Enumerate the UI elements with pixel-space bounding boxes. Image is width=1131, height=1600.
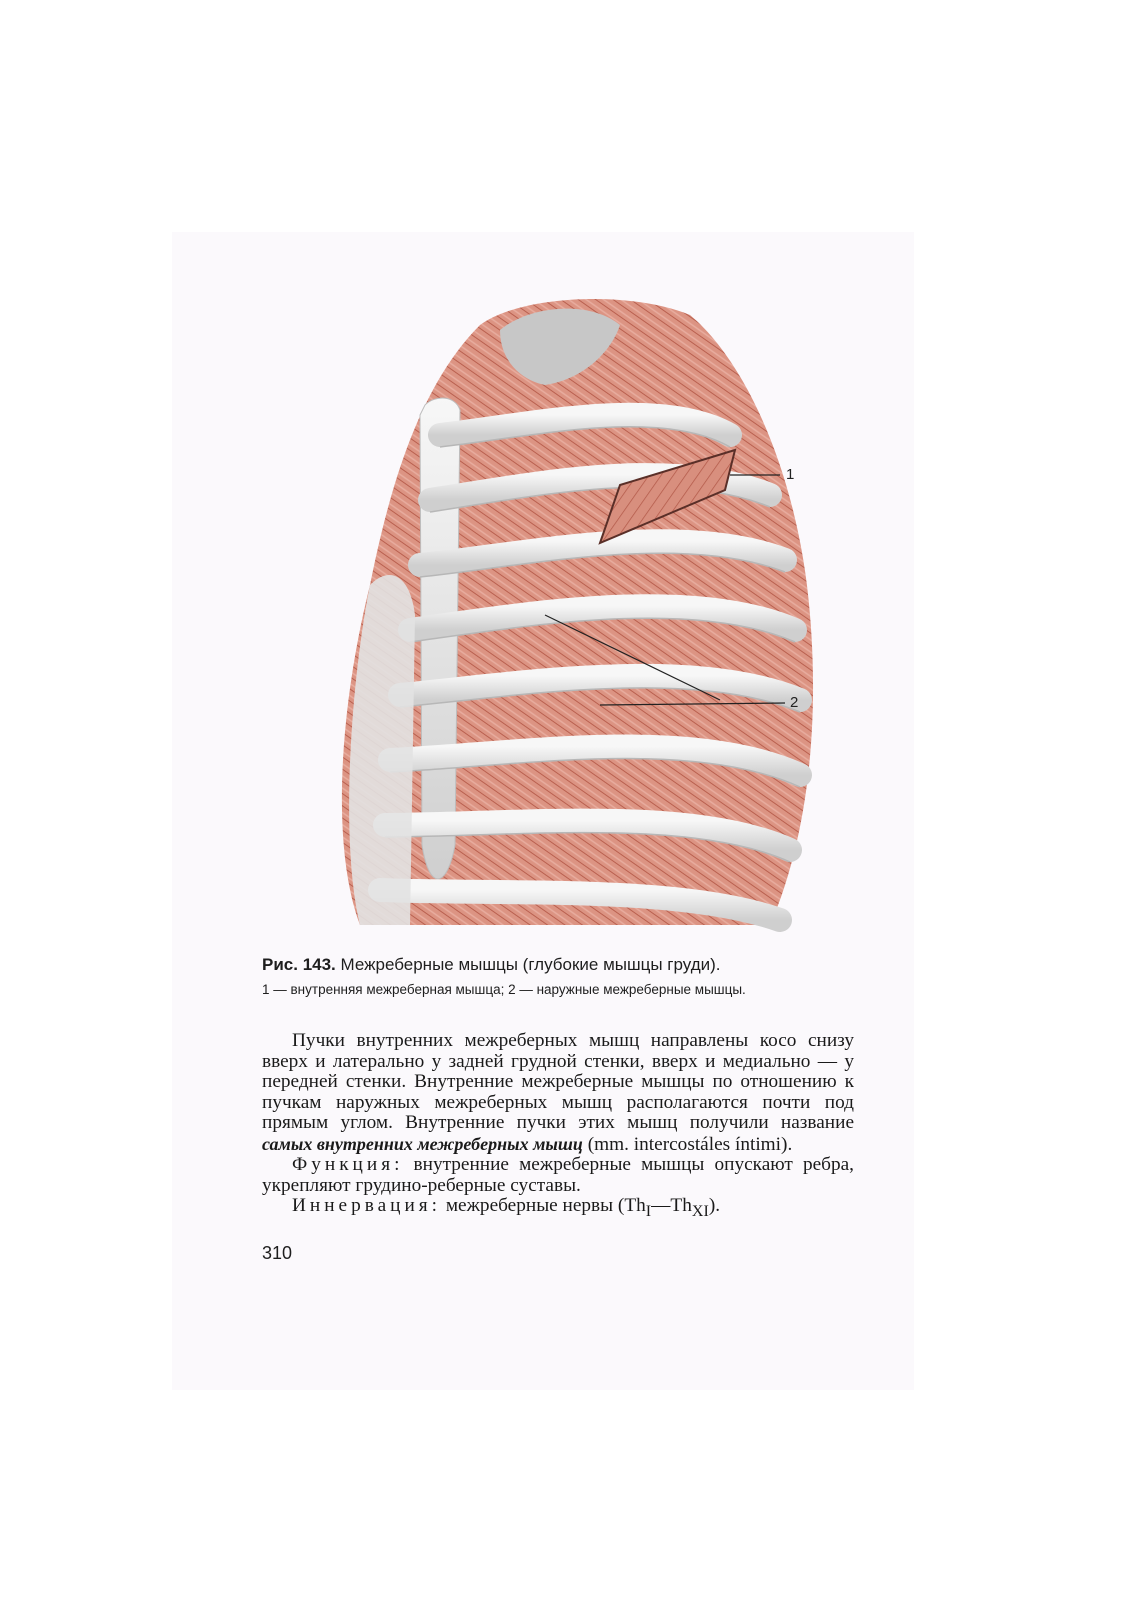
body-text	[262, 1031, 854, 1222]
innervation-label: Иннервация:	[292, 1195, 442, 1216]
figure-caption	[262, 954, 902, 1000]
costal-cartilage	[349, 575, 415, 925]
caption-title-line	[262, 954, 902, 976]
caption-legend: 1 — внутренняя межреберная мышца; 2 — наружные межреберные мышцы.	[262, 982, 746, 997]
paragraph-function	[262, 1155, 854, 1196]
callout-label-2: 2	[790, 694, 799, 711]
innervation-text: межреберные нервы (Th	[441, 1195, 646, 1216]
figure-number: Рис. 143.	[262, 955, 336, 974]
caption-title: Межреберные мышцы (глубокие мышцы груди).	[340, 955, 721, 974]
paragraph-1-end: (mm. intercostáles íntimi).	[582, 1133, 793, 1155]
function-text: внутренние межреберные мышцы опускают ребра, укрепляют грудино-реберные суставы.	[262, 1154, 854, 1196]
paragraph-innervation	[262, 1196, 854, 1222]
callout-label-1: 1	[786, 466, 795, 483]
rib-cage-drawing	[330, 285, 830, 950]
innervation-sub-1: I	[645, 1202, 652, 1220]
paragraph-1	[262, 1031, 854, 1155]
paragraph-1-emphasis: самых внутренних межреберных мышц	[262, 1133, 583, 1154]
innervation-dash: —Th	[651, 1195, 692, 1216]
paragraph-1-text: Пучки внутренних межреберных мышц направлены косо снизу вверх и латерально у задней грудной стенки, вверх и медиально — у передней стенки. Внутренние межреберные мышцы по отношению к пучкам наружных межреберных мышц располагаются почти под прямым углом. Внутренние пучки этих мышц получили название	[262, 1030, 854, 1133]
function-label: Функция:	[292, 1154, 404, 1175]
innervation-sub-2: XI	[691, 1202, 709, 1220]
rib-cage-illustration	[330, 285, 830, 950]
page-number: 310	[262, 1243, 293, 1263]
innervation-end: ).	[708, 1195, 721, 1216]
